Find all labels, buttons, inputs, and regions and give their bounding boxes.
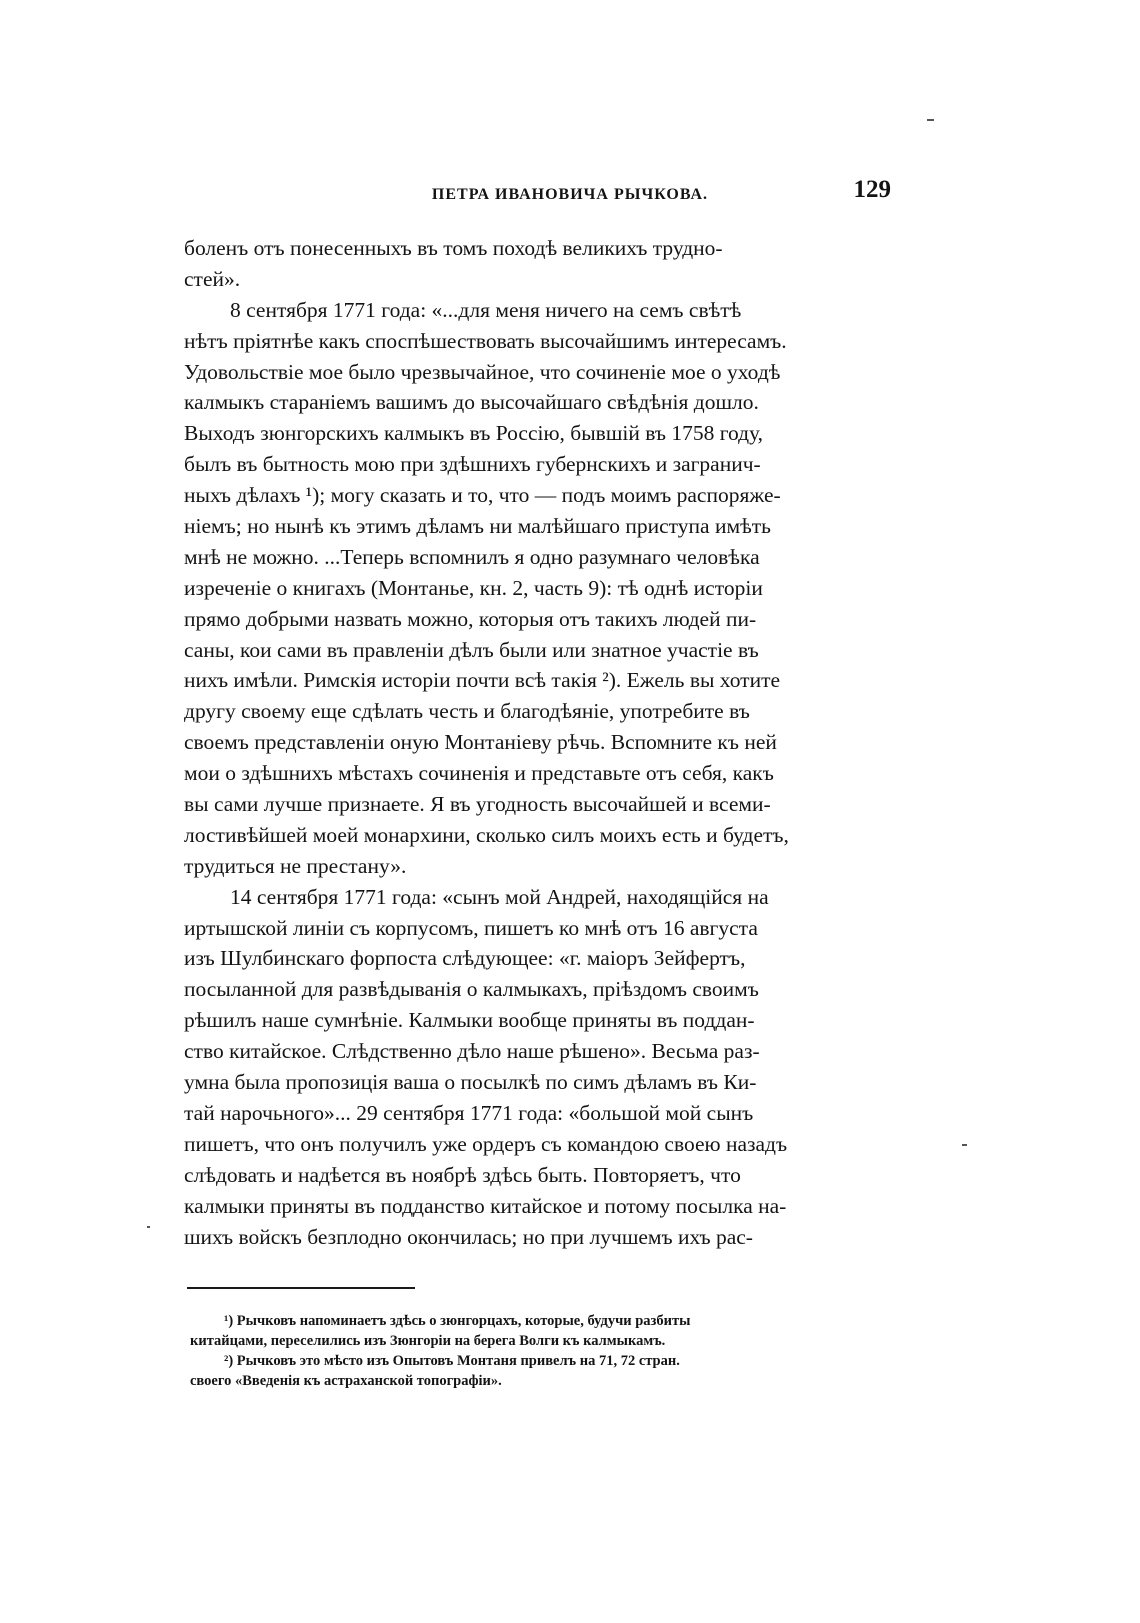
- text-line: пишетъ, что онъ получилъ уже ордеръ съ командою своею назадъ: [184, 1131, 788, 1156]
- footnote-line: ¹) Рычковъ напоминаетъ здѣсь о зюнгорцахъ, которые, будучи разбиты: [224, 1313, 691, 1329]
- text-line: саны, кои сами въ правленіи дѣлъ были или знатное участіе въ: [184, 637, 759, 662]
- text-line: калмыкъ стараніемъ вашимъ до высочайшаго свѣдѣнія дошло.: [184, 390, 759, 415]
- page-number: 129: [853, 176, 891, 203]
- text-line: мои о здѣшнихъ мѣстахъ сочиненія и представьте отъ себя, какъ: [184, 761, 774, 786]
- text-line: мнѣ не можно. ...Теперь вспомнилъ я одно разумнаго человѣка: [184, 544, 760, 569]
- text-line: боленъ отъ понесенныхъ въ томъ походѣ великихъ трудно-: [184, 236, 723, 260]
- text-line: Удовольствіе мое было чрезвычайное, что сочиненіе мое о уходѣ: [184, 359, 781, 384]
- text-line: лостивѣйшей моей монархини, сколько силъ моихъ есть и будетъ,: [184, 822, 789, 847]
- running-title: ПЕТРА ИВАНОВИЧА РЫЧКОВА.: [431, 186, 709, 203]
- text-line: изреченіе о книгахъ (Монтанье, кн. 2, часть 9): тѣ однѣ исторіи: [184, 575, 763, 600]
- text-line: нихъ имѣли. Римскія исторіи почти всѣ такія ²). Ежель вы хотите: [184, 668, 781, 693]
- text-line: ныхъ дѣлахъ ¹); могу сказать и то, что — подъ моимъ распоряже-: [184, 483, 781, 508]
- text-line: 8 сентября 1771 года: «...для меня ничего на семъ свѣтѣ: [230, 297, 742, 322]
- text-line: ство китайское. Слѣдственно дѣло наше рѣшено». Весьма раз-: [184, 1039, 760, 1064]
- text-line: своемъ представленіи оную Монтаніеву рѣчь. Вспомните къ ней: [184, 730, 777, 755]
- text-line: слѣдовать и надѣется въ ноябрѣ здѣсь быть. Повторяетъ, что: [184, 1162, 741, 1187]
- text-line: тай нарочьного»... 29 сентября 1771 года: «большой мой сынъ: [184, 1100, 754, 1125]
- text-line: умна была пропозиція ваша о посылкѣ по симъ дѣламъ въ Ки-: [184, 1070, 757, 1095]
- text-line: стей».: [184, 266, 241, 291]
- scan-speck: [962, 1144, 967, 1146]
- text-line: шихъ войскъ безплодно окончилась; но при лучшемъ ихъ рас-: [184, 1224, 753, 1249]
- text-line: другу своему еще сдѣлать честь и благодѣяніе, употребите въ: [184, 699, 750, 724]
- footnote-separator: [187, 1287, 415, 1289]
- footnote-line: своего «Введенія къ астраханской топографіи».: [190, 1373, 502, 1389]
- body-text: [184, 233, 880, 1252]
- text-line: ніемъ; но нынѣ къ этимъ дѣламъ ни малѣйшаго приступа имѣть: [184, 514, 771, 539]
- text-line: изъ Шулбинскаго форпоста слѣдующее: «г. маіоръ Зейфертъ,: [184, 946, 746, 971]
- text-line: трудиться не престану».: [184, 853, 407, 878]
- text-line: Выходъ зюнгорскихъ калмыкъ въ Россію, бывшій въ 1758 году,: [184, 421, 764, 446]
- text-line: вы сами лучше признаете. Я въ угодность высочайшей и всеми-: [184, 792, 771, 817]
- text-line: прямо добрыми назвать можно, которыя отъ такихъ людей пи-: [184, 606, 757, 631]
- text-line: посыланной для развѣдыванія о калмыкахъ, пріѣздомъ своимъ: [184, 977, 759, 1002]
- footnote-line: ²) Рычковъ это мѣсто изъ Опытовъ Монтаня привелъ на 71, 72 стран.: [224, 1353, 680, 1369]
- scan-speck: [147, 1226, 150, 1228]
- footnote-line: китайцами, переселились изъ Зюнгоріи на берега Волги къ калмыкамъ.: [190, 1333, 666, 1349]
- scan-speck: [927, 119, 934, 121]
- footnotes: [190, 1311, 882, 1391]
- text-line: иртышской линіи съ корпусомъ, пишетъ ко мнѣ отъ 16 августа: [184, 915, 758, 940]
- text-line: калмыки приняты въ подданство китайское и потому посылка на-: [184, 1193, 787, 1218]
- text-line: былъ въ бытность мою при здѣшнихъ губернскихъ и загранич-: [184, 452, 761, 477]
- text-line: рѣшилъ наше сумнѣніе. Калмыки вообще приняты въ поддан-: [184, 1008, 755, 1033]
- text-line: 14 сентября 1771 года: «сынъ мой Андрей, находящійся на: [230, 884, 769, 909]
- text-line: нѣтъ пріятнѣе какъ споспѣшествовать высочайшимъ интересамъ.: [184, 328, 787, 353]
